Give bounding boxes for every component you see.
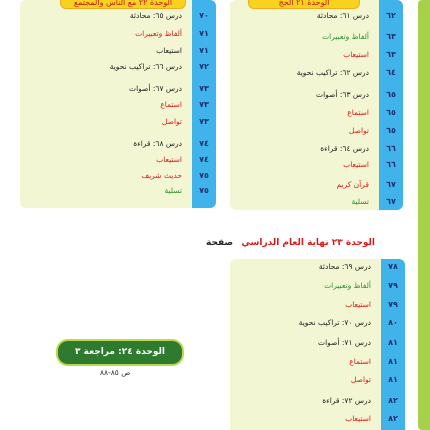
toc-row-label: حديث شريف <box>141 171 182 180</box>
toc-row-label: ألفاظ وتعبيرات <box>324 281 371 290</box>
toc-row-label: ألفاظ وتعبيرات <box>135 29 182 38</box>
toc-row-page: ٧٣ <box>199 117 209 126</box>
toc-row-page: ٦٣ <box>386 32 396 41</box>
toc-row-page: ٨٠ <box>388 318 398 327</box>
toc-row-page: ٦٧ <box>386 180 396 189</box>
toc-row-page: ٨١ <box>388 338 398 347</box>
toc-row-label: درس ٦٦: تراكيب نحوية <box>109 62 182 71</box>
toc-row-page: ٦٥ <box>386 108 396 117</box>
toc-row-page: ٧٨ <box>388 262 398 271</box>
unit-24-review-button[interactable] <box>56 339 184 366</box>
unit-22-header: الوحدة ٢٢ مع الناس والمجتمع <box>60 0 186 9</box>
toc-row-label: درس ٧١: أصوات <box>318 338 371 347</box>
toc-row-label: استماع <box>160 100 182 109</box>
toc-row-label: استيعاب <box>345 414 371 423</box>
toc-row-page: ٨١ <box>388 357 398 366</box>
toc-row-page: ٨٢ <box>388 396 398 405</box>
toc-row-page: ٦٣ <box>386 50 396 59</box>
toc-row-page: ٦٢ <box>386 11 396 20</box>
toc-row-label: تسلية <box>351 197 369 206</box>
toc-row-label: درس ٦٢: تراكيب نحوية <box>296 68 369 77</box>
edge-bar <box>418 0 430 430</box>
unit-22-panel <box>20 0 216 208</box>
toc-row-label: درس ٦٥: محادثة <box>129 11 182 20</box>
toc-row-label: استيعاب <box>156 155 182 164</box>
toc-row-page: ٧٥ <box>199 186 209 195</box>
toc-row-label: درس ٦٤: قراءة <box>320 144 369 153</box>
toc-row-page: ٧١ <box>199 29 209 38</box>
toc-row-page: ٧٢ <box>199 62 209 71</box>
toc-row-page: ٦٦ <box>386 144 396 153</box>
page-column-header: صفحة <box>206 238 234 248</box>
toc-row-page: ٧٥ <box>199 171 209 180</box>
review-label: الوحدة ٢٤: مراجعة ٣ <box>75 347 165 357</box>
toc-row-page: ٦٤ <box>386 68 396 77</box>
toc-row-page: ٦٦ <box>386 160 396 169</box>
toc-row-label: ألفاظ وتعبيرات <box>322 32 369 41</box>
toc-row-page: ٧٤ <box>199 139 209 148</box>
toc-row-page: ٦٧ <box>386 197 396 206</box>
toc-row-page: ٧٠ <box>199 11 209 20</box>
toc-row-label: درس ٦٩: محادثة <box>318 262 371 271</box>
toc-row-label: تواصل <box>161 117 182 126</box>
toc-row-label: درس ٦٧: أصوات <box>129 84 182 93</box>
page-number-column <box>379 0 403 210</box>
toc-row-label: استيعاب <box>156 46 182 55</box>
toc-row-label: استيعاب <box>345 300 371 309</box>
review-pages: ص ٨٥-٨٨ <box>100 368 131 377</box>
toc-row-label: تواصل <box>348 126 369 135</box>
toc-row-label: درس ٧٠: تراكيب نحوية <box>298 318 371 327</box>
toc-row-label: درس ٦١: محادثة <box>316 11 369 20</box>
toc-row-label: قرآن كريم <box>336 180 369 189</box>
toc-row-page: ٨١ <box>388 375 398 384</box>
toc-row-label: تواصل <box>350 375 371 384</box>
unit-21-header: الوحدة ٢١ الحج <box>248 0 360 9</box>
toc-row-page: ٧٩ <box>388 300 398 309</box>
unit-21-panel <box>230 0 403 210</box>
toc-row-label: درس ٦٣: أصوات <box>316 90 369 99</box>
toc-row-label: استيعاب <box>343 50 369 59</box>
toc-row-label: استماع <box>347 108 369 117</box>
toc-row-page: ٧٩ <box>388 281 398 290</box>
toc-row-page: ٨٢ <box>388 414 398 423</box>
toc-row-label: تسلية <box>164 186 182 195</box>
toc-row-label: استماع <box>349 357 371 366</box>
toc-row-page: ٦٥ <box>386 126 396 135</box>
page-number-column <box>381 259 405 430</box>
page-number-column <box>192 0 216 208</box>
toc-row-page: ٦٥ <box>386 90 396 99</box>
toc-row-label: درس ٧٢: قراءة <box>322 396 371 405</box>
unit-23-panel <box>230 259 405 430</box>
toc-row-page: ٧٤ <box>199 155 209 164</box>
toc-row-page: ٧٣ <box>199 84 209 93</box>
toc-row-label: استيعاب <box>343 160 369 169</box>
toc-row-page: ٧١ <box>199 46 209 55</box>
toc-row-page: ٧٣ <box>199 100 209 109</box>
toc-row-label: درس ٦٨: قراءة <box>133 139 182 148</box>
unit-23-title: الوحدة ٢٣ نهاية العام الدراسي <box>241 238 375 248</box>
